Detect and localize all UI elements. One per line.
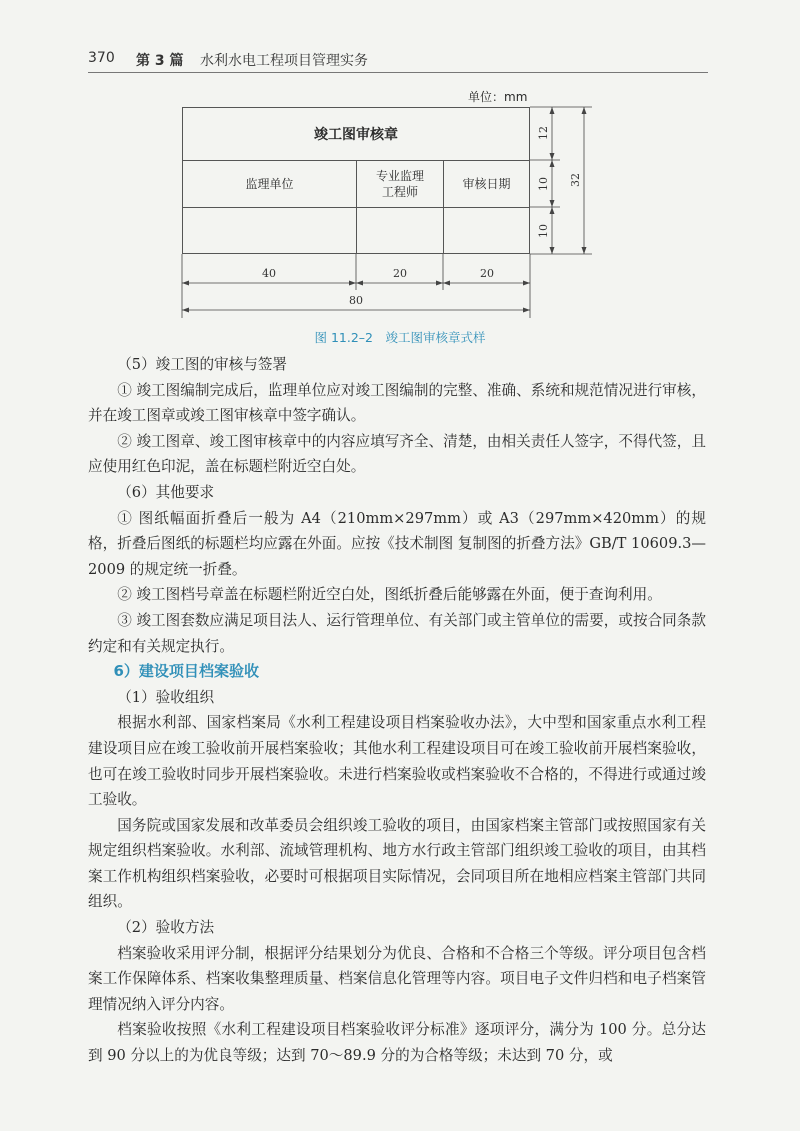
figure-caption: 图 11.2–2 竣工图审核章式样 — [314, 330, 486, 345]
dim-label-12: 12 — [537, 126, 550, 140]
book-title: 水利水电工程项目管理实务 — [200, 53, 368, 69]
paragraph: ① 图纸幅面折叠后一般为 A4（210mm×297mm）或 A3（297mm×420mm）的规格，折叠后图纸的标题栏均应露在外面。应按《技术制图 复制图的折叠方法》GB/T 10609.3—2009 的规定统一折叠。 — [88, 509, 706, 578]
dim-label-20a: 20 — [393, 267, 407, 280]
paragraph: 档案验收采用评分制，根据评分结果划分为优良、合格和不合格三个等级。评分项目包含档案工作保障体系、档案收集整理质量、档案信息化管理等内容。项目电子文件归档和电子档案管理情况纳入评分内容。 — [88, 944, 706, 1013]
section-heading: 6）建设项目档案验收 — [113, 662, 259, 681]
subheading: （2）验收方法 — [117, 919, 215, 937]
dim-label-40: 40 — [262, 267, 276, 280]
unit-label: 单位：mm — [468, 90, 528, 104]
paragraph: 根据水利部、国家档案局《水利工程建设项目档案验收办法》，大中型和国家重点水利工程建设项目应在竣工验收前开展档案验收；其他水利工程建设项目可在竣工验收前开展档案验收，也可在竣工验收时同步开展档案验收。未进行档案验收或档案验收不合格的，不得进行或通过竣工验收。 — [88, 714, 706, 809]
dim-label-20b: 20 — [480, 267, 494, 280]
dimension-lines — [0, 0, 800, 345]
paragraph: ② 竣工图章、竣工图审核章中的内容应填写齐全、清楚，由相关责任人签字，不得代签，且应使用红色印泥，盖在标题栏附近空白处。 — [88, 432, 706, 476]
dim-label-10a: 10 — [537, 177, 550, 191]
dim-label-10b: 10 — [537, 224, 550, 238]
dim-label-80: 80 — [349, 294, 363, 307]
paragraph: ② 竣工图档号章盖在标题栏附近空白处，图纸折叠后能够露在外面，便于查询利用。 — [117, 586, 662, 604]
stamp-figure — [0, 0, 800, 345]
col-engineer-line1: 专业监理 — [375, 168, 424, 183]
subheading: （6）其他要求 — [117, 483, 215, 501]
body-text — [88, 352, 706, 1069]
paragraph: 档案验收按照《水利工程建设项目档案验收评分标准》逐项评分，满分为 100 分。总分达到 90 分以上的为优良等级；达到 70～89.9 分的为合格等级；未达到 70 分，或 — [88, 1021, 706, 1065]
subheading: （1）验收组织 — [117, 688, 215, 706]
col-review-date: 审核日期 — [462, 176, 511, 191]
col-supervision-unit: 监理单位 — [183, 161, 357, 207]
paragraph: 国务院或国家发展和改革委员会组织竣工验收的项目，由国家档案主管部门或按照国家有关规定组织档案验收。水利部、流域管理机构、地方水行政主管部门组织竣工验收的项目，由其档案工作机构组织档案验收，必要时可根据项目实际情况，会同项目所在地相应档案主管部门共同组织。 — [88, 816, 706, 911]
page-number: 370 — [88, 50, 115, 66]
col-engineer-line2: 工程师 — [381, 185, 418, 199]
dim-label-32: 32 — [569, 173, 582, 187]
stamp-title: 竣工图审核章 — [183, 108, 529, 161]
chapter-label: 第 3 篇 — [136, 53, 184, 69]
subheading: （5）竣工图的审核与签署 — [117, 356, 288, 373]
paragraph: ① 竣工图编制完成后，监理单位应对竣工图编制的完整、准确、系统和规范情况进行审核，并在竣工图章或竣工图审核章中签字确认。 — [88, 381, 706, 425]
paragraph: ③ 竣工图套数应满足项目法人、运行管理单位、有关部门或主管单位的需要，或按合同条款约定和有关规定执行。 — [88, 611, 706, 655]
